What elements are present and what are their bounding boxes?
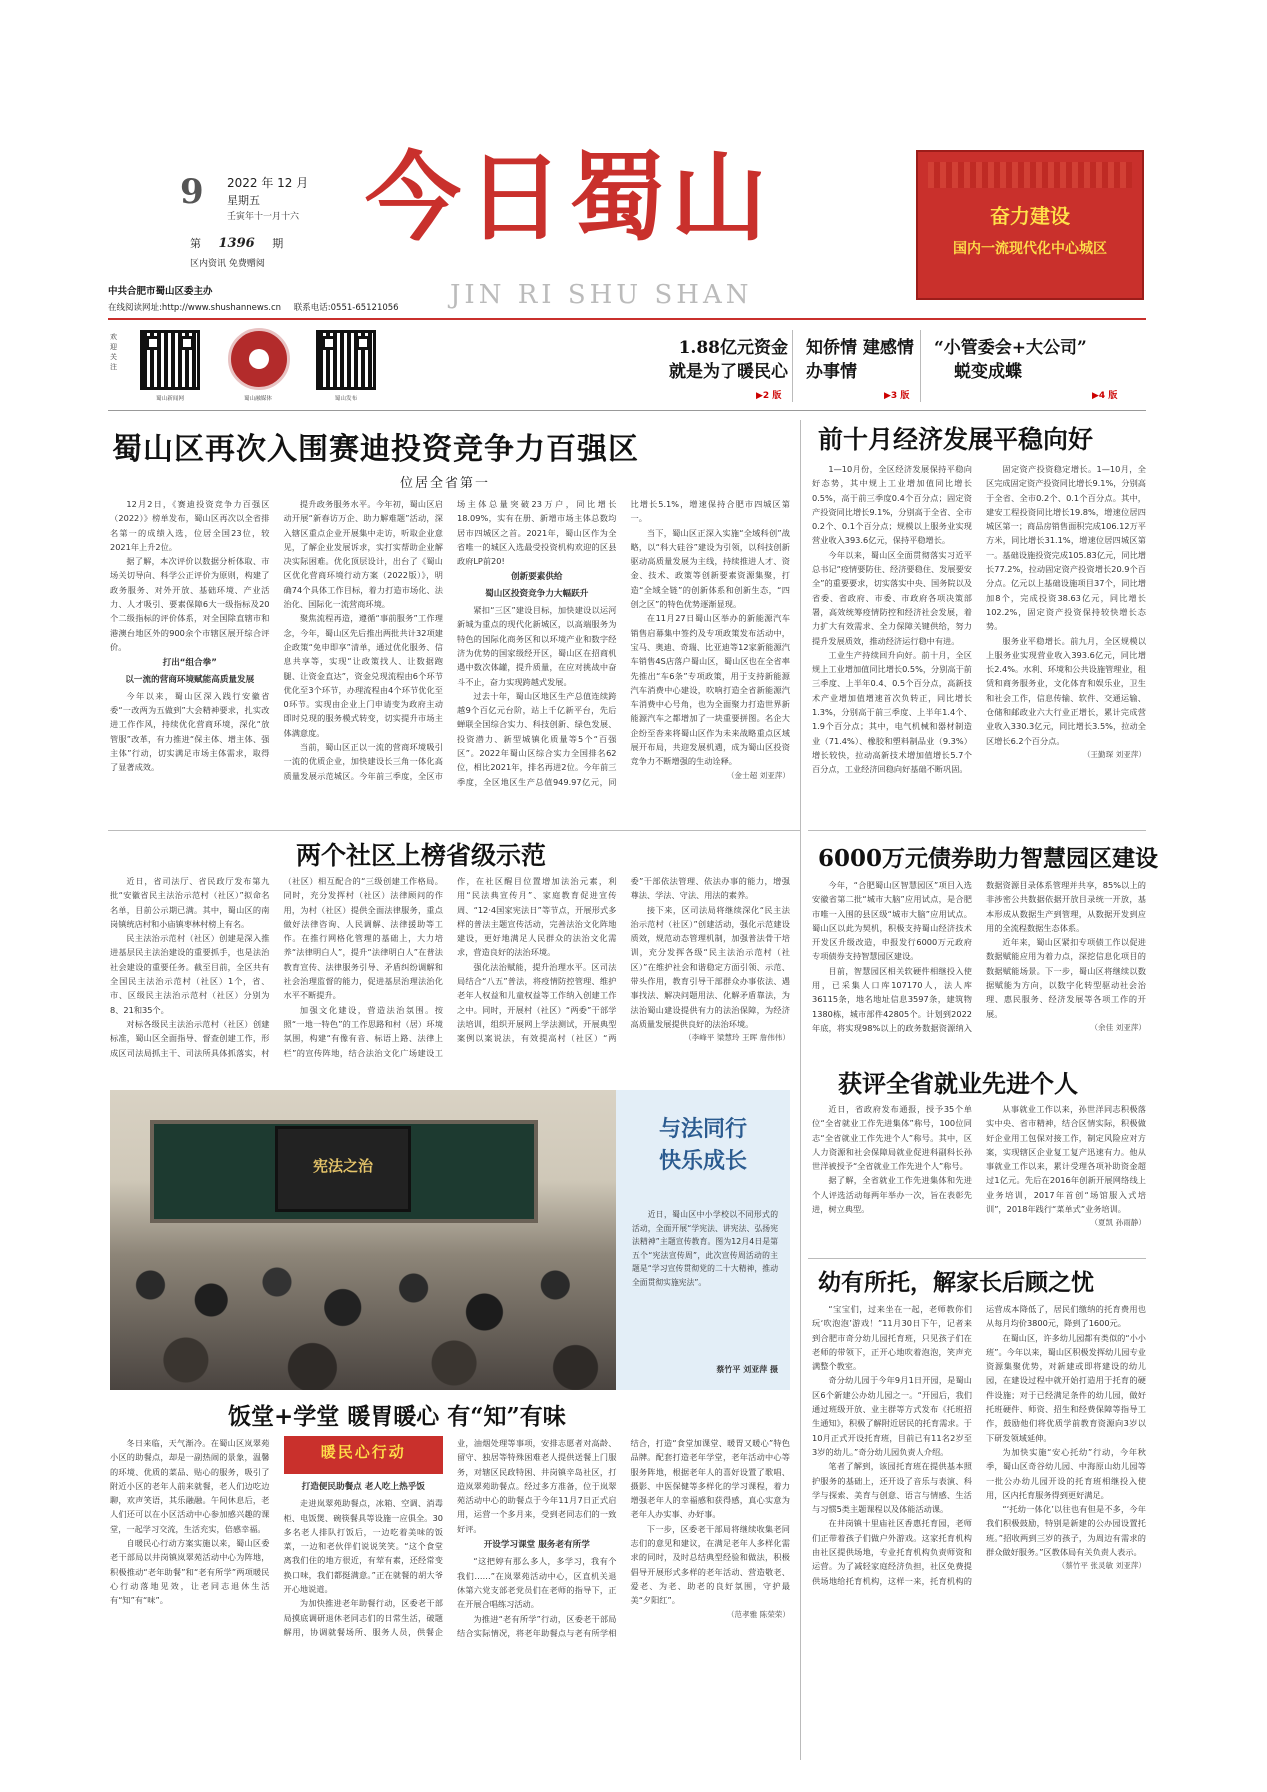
online-url: 在线阅读网址:http://www.shushannews.cn (108, 303, 282, 313)
qr-logo-icon (249, 349, 269, 369)
screen-text: 宪法之治 (312, 1157, 373, 1175)
econ-body: 1—10月份，全区经济发展保持平稳向好态势，其中规上工业增加值同比增长0.5%，高于前三季度0.4个百分点；固定资产投资同比增长9.1%，分别高于全省、全市0.2个、0.1个百分点；规模以上服务业实现营业收入393.6亿元，保持平稳增长。 今年以来，蜀山区全面贯彻落实习近平总书记“疫情要防住、经济要稳住、发展要安全”的重要要求，切实落实中央、国务院以及省委、省政府、市委、市政府各项决策部署，高效统筹疫情防控和经济社会发展，着力扩大有效需求、全力保障关键供给，努力提升发展质效，推动经济运行稳中有进。 工业生产持续回升向好。前十月，全区规上工业增加值同比增长0.5%，分别高于前三季度、上半年0.4、0.5个百分点，高新技术产业增加值增速首次负转正，同比增长1.3%，分别高于前三季度、上半年1.4个、1.9个百分点；其中，电气机械和器材制造业（71.4%）、橡胶和塑料制品业（9.3%）增长较快，拉动高新技术增加值增长5.7个百分点，工业经济回稳向好基础不断巩固。 固定资产投资稳定增长。1—10月，全区完成固定资产投资同比增长9.1%，分别高于全省、全市0.2个、0.1个百分点。其中，建安工程投资同比增长19.8%，增速位居四城区第一；商品房销售面积完成106.12万平方米，同比增长31.1%，增速位居四城区第一。基础设施投资完成105.83亿元，同比增长77.2%，拉动固定资产投资增长20.9个百分点。亿元以上基础设施项目37个，同比增加8个，完成投资38.63亿元，同比增长102.2%，固定资产投资保持较快增长态势。 服务业平稳增长。前九月，全区规模以上服务业实现营业收入393.6亿元，同比增长2.4%。水利、环境和公共设施管理业，租赁和商务服务业，文化体育和娱乐业，卫生和社会工作，信息传输、软件、交通运输、仓储和邮政业六大行业正增长，累计完成营业收入330.3亿元，同比增长3.5%，拉动全区增长6.2个百分点。 （王勤琛 刘亚萍） (812, 464, 1146, 775)
teaser-2-page[interactable]: ▶3 版 (884, 391, 910, 401)
childcare-headline[interactable]: 幼有所托，解家长后顾之忧 (818, 1269, 1094, 1296)
community-body: 近日，省司法厅、省民政厅发布第九批“安徽省民主法治示范村（社区）”拟命名名单，目前公示期已满。其中，蜀山区的南岗镇统店村和小庙镇枣林村榜上有名。 民主法治示范村（社区）创建是深入推进基层民主法治建设的重要抓手，也是法治社会建设的重要任务。截至目前，全区共有全国民主法治示范村（社区）1个，省、市、区级民主法治示范村（社区）分别为8、21和35个。 对标各级民主法治示范村（社区）创建标准，蜀山区全面指导、督查创建工作，形成区司法局抓主干、司法所具体抓落实，村（社区）相互配合的“三级创建工作格局。同时，充分发挥村（社区）法律顾问的作用，为村（社区）提供全面法律服务，重点做好法律咨询、人民调解、法律援助等工作。在推行网格化管理的基础上，大力培养“法律明白人”，提升“法律明白人”在普法教育宣传、法律服务引导、矛盾纠纷调解和社会治理监督的能力，促进基层治理法治化水平不断提升。 加强文化建设，营造法治氛围。按照“一地一特色”的工作思路和村（居）环境氛围，构建“有像有音、标语上路、法律上栏”的宣传阵地，结合法治文化广场建设工作，在社区醒目位置增加法治元素，利用“民法典宣传月”、家庭教育促进宣传周、“12·4国家宪法日”等节点，开展形式多样的普法主题宣传活动，完善法治文化阵地建设，更好地满足人民群众的法治文化需求，营造良好的法治环境。 强化法治赋能，提升治理水平。区司法局结合“八五”普法，将疫情防控管理、维护老年人权益和儿童权益等工作纳入创建工作之中。同时，开展村（社区）“两委”干部学法培训，组织开展网上学法测试，开展典型案例以案说法，有效提高村（社区）“两委”干部依法管理、依法办事的能力，增强尊法、学法、守法、用法的素养。 接下来，区司法局将继续深化“民主法治示范村（社区）”创建活动，强化示范建设质效，规范动态管理机制，加强普法骨干培训，充分发挥各级“民主法治示范村（社区）”在维护社会和谐稳定方面引领、示范、带头作用，教育引导干部群众办事依法、遇事找法、解决问题用法、化解矛盾靠法，为法治蜀山建设提供有力的法治保障，为经济高质量发展提供良好的法治环境。 （李峰平 梁慧玲 王晖 詹伟伟） (110, 876, 790, 1058)
contact-phone: 联系电话:0551-65121056 (293, 303, 399, 313)
follow-label: 欢迎关注 (110, 333, 117, 371)
classroom-photo[interactable] (110, 1090, 616, 1390)
teaser-divider (792, 330, 793, 402)
section-divider (108, 830, 800, 831)
community-headline[interactable]: 两个社区上榜省级示范 (296, 841, 547, 870)
banner-box (916, 150, 1144, 300)
issue-date: 2022 年 12 月 (227, 176, 309, 190)
circulation-note: 区内资讯 免费赠阅 (190, 259, 265, 269)
column-divider (800, 420, 801, 1760)
childcare-body: “宝宝们，过来坐在一起，老师教你们玩‘吹泡泡’游戏！”11月30日下午，记者来到合肥市奇分幼儿园托育班，只见孩子们在老师的带领下，正开心地吹着泡泡，笑声充满整个教室。 奇分幼儿园于今年9月1日开园，是蜀山区6个新建公办幼儿园之一。“开园后，我们通过班级开放、业主群等方式发布《托班招生通知》，积极了解附近居民的托育需求。于10月正式开设托育班，目前已有11名2岁至3岁的幼儿。”奇分幼儿园负责人介绍。 笔者了解到，该园托育班在提供基本照护服务的基础上，还开设了音乐与表演、科学与探索、美育与创意、语言与情感、生活与习惯5类主题课程以及体能活动课。 在井岗镇十里庙社区香惠托育园，老师们正带着孩子们做户外游戏。这家托育机构由社区提供场地，专业托育机构负责师资和运营。为了减轻家庭经济负担，社区免费提供场地给托育机构，这样一来，托育机构的运营成本降低了，居民们缴纳的托育费用也从每月均价3800元，降到了1600元。 在蜀山区，许多幼儿园都有类似的“小小班”。今年以来，蜀山区积极发挥幼儿园专业资源集聚优势，对新建或即将建设的幼儿园，在建设过程中就开始打造用于托育的硬件设施；对于已经满足条件的幼儿园，做好托班硬件、师资、招生和经费保障等指导工作，鼓励他们将优质学前教育资源向3岁以下研发领域延伸。 为加快实施“安心托幼”行动，今年秋季，蜀山区奇谷幼儿园、中海原山幼儿园等一批公办幼儿园开设的托育班相继投入使用，区内托育服务得到更好满足。 “‘托幼一体化’以往也有但是不多，今年我们积极鼓励，特别是新建的公办园设置托班。”招收两到三岁的孩子，为周边有需求的群众做好服务。”区教体局有关负责人表示。 （蔡竹平 张灵敏 刘亚萍） (812, 1304, 1146, 1586)
banner-line-2: 国内一流现代化中心城区 (953, 241, 1107, 257)
lead-subhead: 位居全省第一 (400, 476, 491, 491)
teaser-1-title[interactable]: 1.88亿元资金 就是为了暖民心 (669, 338, 788, 382)
stamp-box (284, 1436, 444, 1474)
bond-body: 今年，“合肥蜀山区智慧园区”项目入选安徽省第二批“城市大脑”应用试点，是合肥市唯一入围的县区级“城市大脑”应用试点。蜀山区以此为契机，积极支持蜀山经济技术开发区升级改造，申报发行6000万元政府专项债券支持智慧园区建设。 目前，智慧园区相关软硬件相继投入使用，已采集人口库107170人，法人库36115条，地名地址信息3597条，建筑物1380栋，城市部件42805个。计划到2022年底，将实现98%以上的政务数据资源纳入数据资源目录体系管理并共享，85%以上的非涉密公共数据依据开放目录统一开放，基本形成从数据生产到管理，从数据开发到应用的全流程数据生态体系。 近年来，蜀山区紧扣专项债工作以促进数据赋能应用为着力点，深挖信息化项目的数据赋能场景。下一步，蜀山区将继续以数据赋能为方向，以数字化转型驱动社会治理、惠民服务、经济发展等各项工作的开展。 （余佳 刘亚萍） (812, 880, 1146, 1033)
tv-screen (275, 1126, 411, 1212)
paper-title: 今日蜀山 (365, 141, 773, 254)
qr-code-3[interactable] (316, 330, 376, 390)
qr-code-2[interactable] (228, 328, 290, 390)
qr-code-1[interactable] (140, 330, 200, 390)
photo-title-2: 快乐成长 (658, 1148, 747, 1174)
issue-lunar: 壬寅年十一月十六 (227, 212, 300, 222)
section-divider (808, 830, 1146, 831)
qr-label-3: 蜀山发布 (334, 396, 358, 402)
masthead-rule (108, 318, 1146, 320)
teaser-divider (920, 330, 921, 402)
students-rows (110, 1240, 616, 1390)
section-divider (808, 1258, 1146, 1259)
award-headline[interactable]: 获评全省就业先进个人 (838, 1069, 1078, 1098)
canteen-body: 冬日来临，天气渐冷。在蜀山区岚翠苑小区的助餐点，却是一副热闹的景象，温馨的环境、优质的菜品、贴心的服务，吸引了附近小区的老年人前来就餐，老人们边吃边聊，欢声笑语，其乐融融。午间休息后，老人们还可以在小区活动中心参加感兴趣的课堂，一起学习交流，生活充实，倍感幸福。 自暖民心行动方案实施以来，蜀山区委老干部局以井岗镇岚翠苑活动中心为阵地，积极推动“老年助餐”和“老有所学”两项暖民心行动落地见效，让老同志退休生活有“知”有“味”。 暖民心行动 打造便民助餐点 老人吃上热乎饭 走进岚翠苑助餐点，冰箱、空调、消毒柜、电饭煲、碗筷餐具等设施一应俱全。30多名老人排队打饭后，一边吃着美味的饭菜，一边和老伙伴们说说笑笑。“这个食堂离我们住的地方很近，有荤有素，还经常变换口味，我们都挺满意。”正在就餐的胡大爷开心地说道。 为加快推进老年助餐行动，区委老干部局摸底调研退休老同志们的日常生活，破题解用，协调就餐场所、服务人员，供餐企业，油烟处理等事项，安排志愿者对高龄、留守、独居等特殊困难老人提供送餐上门服务，对辖区民政特困、井岗镇辛岛社区，打造岚翠苑助餐点。经过多方准备，位于岚翠苑活动中心的助餐点于今年11月7日正式启用，运营一个多月来，受到老同志们的一致好评。 开设学习课堂 服务老有所学 “这把婷有那么多人，多学习，我有个我们……”在岚翠苑活动中心，区直机关退休第六党支部老党员们在老师的指导下，正在开展合唱练习活动。 为推进“老有所学”行动，区委老干部局结合实际情况，将老年助餐点与老有所学相结合，打造“食堂加课堂、暖胃又暖心”特色品牌。配套打造老年学堂，老年活动中心等服务阵地，根据老年人的喜好设置了歌唱、摄影、中医保健等多样化的学习课程，着力增强老年人的幸福感和获得感，真心实意为老年人办实事、办好事。 下一步，区委老干部局将继续收集老同志们的意见和建议，在满足老年人多样化需求的同时，及时总结典型经验和做法，积极倡导开展形式多样的老年活动、营造敬老、爱老、为老、助老的良好氛围，守护最美“夕阳红”。 （范孝雅 陈荣荣） (110, 1438, 790, 1638)
bond-headline[interactable]: 6000万元债券助力智慧园区建设 (818, 845, 1159, 872)
qr-label-2: 蜀山融媒体 (244, 396, 272, 402)
econ-headline[interactable]: 前十月经济发展平稳向好 (818, 425, 1094, 454)
stamp-label: 暖民心行动 (320, 1443, 406, 1461)
online-contact (108, 301, 399, 313)
teaser-1-page[interactable]: ▶2 版 (756, 391, 782, 401)
banner-line-1: 奋力建设 (990, 204, 1070, 228)
issue-number-line: 第 1396 期 (190, 236, 284, 251)
teaser-3-page[interactable]: ▶4 版 (1092, 391, 1118, 401)
photo-panel (616, 1090, 790, 1390)
qr-label-1: 蜀山新闻网 (156, 396, 184, 402)
top-divider (108, 410, 1146, 411)
photo-caption: 近日，蜀山区中小学校以不同形式的活动，全面开展“学宪法、讲宪法、弘扬宪法精神”主题宣传教育。图为12月4日是第五个“宪法宣传周”，此次宣传周活动的主题是“学习宣传贯彻党的二十大精神，推动全面贯彻实施宪法”。 (632, 1210, 778, 1287)
lead-body: 12月2日，《赛迪投资竞争力百强区（2022）》榜单发布，蜀山区再次以全省排名第一的成绩入选，位居全国23位，较2021年上升2位。 据了解，本次评价以数据分析体取、市场关切导向、科学公正评价为原则，构建了政务服务、对外开放、基础环境、产业活力、人才吸引、要素保障6大一级指标及20个二级指标的评价体系，对全国除直辖市和港澳台地区外的900余个市辖区展开综合评价。 打出“组合拳” 以一流的营商环境赋能高质量发展 今年以来，蜀山区深入践行安徽省委“一改两为五做到”大会精神要求，扎实改进工作作风，持续优化营商环境，深化“放管服”改革，有力推进“保主体、增主体、强主体”行动，切实满足市场主体需求，取得了显著成效。 提升政务服务水平。今年初，蜀山区启动开展“新春访万企、助力解难题”活动，深入辖区重点企业开展集中走访，听取企业意见，了解企业发展诉求，实打实帮助企业解决实际困难。优化顶层设计，出台了《蜀山区优化营商环境行动方案（2022版）》，明确74个具体工作目标，着力打造市场化、法治化、国际化一流营商环境。 聚焦流程再造，遵循“事前服务”工作理念，今年，蜀山区先后推出两批共计32项建企政策“免申即享”清单，通过优化服务、信息共享等，实现“让政策找人、让数据跑腿、让资金直达”，资金兑现流程由6个环节优化至3个环节，办理流程由4个环节优化至0环节。实现由企业上门申请变为政府主动即时兑现的服务模式转变，切实提升市场主体满意度。 当前，蜀山区正以一流的营商环境吸引一流的优质企业，加快建设长三角一体化高质量发展示范城区。今年前三季度，全区市场主体总量突破23万户，同比增长18.09%，实有在册、新增市场主体总数均居市四城区之首。2021年，蜀山区作为全省唯一的城区入选最受投资机构欢迎的区县政府LP前20! 创新要素供给 蜀山区投资竞争力大幅跃升 紧扣“三区”建设目标，加快建设以运河新城为重点的现代化新城区，以高端服务为特色的国际化商务区和以环境产业和数字经济为优势的国家级经开区，蜀山区在招商机遇中数次体罐，提升质量，在应对挑战中奋斗不止，奋力实现跨越式发展。 过去十年，蜀山区地区生产总值连续跨越9个百亿元台阶，站上千亿新平台，先后蝉联全国综合实力、科技创新、绿色发展、投资潜力、新型城镇化质量等5个“百强区”。2022年蜀山区综合实力全国排名62位，相比2021年，排名再进2位。今年前三季度，全区地区生产总值949.97亿元，同比增长5.1%，增速保持合肥市四城区第一。 当下，蜀山区正深入实施“全域科创”战略，以“科大硅谷”建设为引领，以科技创新驱动高质量发展为主线，持续推进人才、资金、技术、政策等创新要素资源集聚，打造“全域全链”的创新体系和创新生态，“四创之区”的特色优势逐渐显现。 在11月27日蜀山区举办的新能源汽车销售启幕集中签约及专项政策发布活动中，宝马、奥迪、奇瑞、比亚迪等12家新能源汽车销售4S店落户蜀山区，蜀山区也在全省率先推出“车6条”专项政策，用于支持新能源汽车消费中心建设，吹响打造全省新能源汽车消费中心号角，也为全面聚力打造世界新能源汽车之都增加了一块重要拼图。名企大企纷至沓来将蜀山区作为未来战略重点区域展开布局，共迎发展机遇，成为蜀山区投资竞争力不断增强的生动诠释。 （金士超 刘亚萍） (110, 499, 790, 787)
banner-ornament (928, 162, 1132, 188)
sponsor-line: 中共合肥市蜀山区委主办 (108, 286, 213, 297)
issue-weekday: 星期五 (227, 194, 260, 207)
canteen-headline[interactable]: 饭堂+学堂 暖胃暖心 有“知”有味 (228, 1403, 566, 1430)
photo-title-1: 与法同行 (658, 1116, 747, 1142)
issue-number: 1396 (218, 236, 255, 251)
award-body: 近日，省政府发布通报，授予35个单位“全省就业工作先进集体”称号，100位同志“全省就业工作先进个人”称号。其中，区人力资源和社会保障局就业促进科副科长孙世洋被授予“全省就业工作先进个人”称号。 据了解，全省就业工作先进集体和先进个人评选活动每两年举办一次，旨在表彰先进，树立典型。 从事就业工作以来，孙世洋同志积极落实中央、省市精神，结合区情实际，积极做好企业用工包保对接工作，制定风险应对方案，实现辖区企业复工复产迅速有力。他从事就业工作以来，累计受理各项补助资金超过1亿元。先后在2016年创新开展网络线上业务培训，2017年首创“场馆服入式培训”，2018年践行“菜单式”业务培训。 （夏凯 孙雨静） (812, 1104, 1146, 1228)
teaser-2-title[interactable]: 知侨情 建感情 办事情 (806, 338, 914, 382)
paper-pinyin: JIN RI SHU SHAN (450, 280, 753, 310)
teaser-3-title[interactable]: “小管委会+大公司” 蜕变成蝶 (934, 338, 1087, 382)
photo-credit: 蔡竹平 刘亚萍 摄 (716, 1365, 778, 1374)
issue-day: 9 (180, 172, 204, 212)
lead-headline[interactable]: 蜀山区再次入围赛迪投资竞争力百强区 (112, 432, 639, 467)
